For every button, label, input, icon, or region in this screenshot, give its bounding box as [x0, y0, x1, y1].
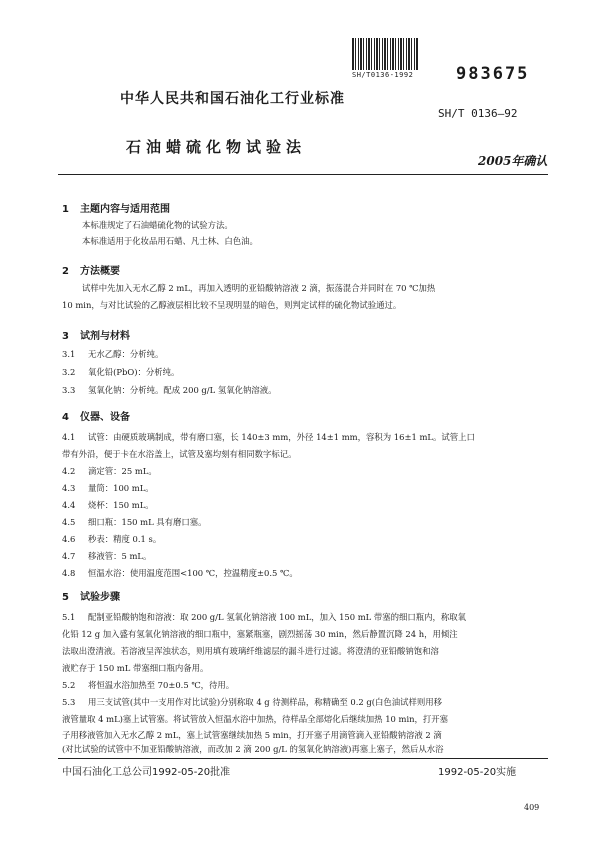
document-title: 石油蜡硫化物试验法 — [126, 138, 307, 156]
effective-date: 1992-05-20实施 — [438, 767, 517, 778]
item-number: 4.6 — [62, 534, 76, 544]
item-text: 恒温水浴：使用温度范围<100 ℃，控温精度±0.5 ℃。 — [88, 568, 298, 578]
list-item — [62, 384, 276, 396]
section-title: 仪器、设备 — [80, 412, 130, 423]
section-3-heading — [62, 327, 130, 342]
item-number: 3.3 — [62, 385, 76, 395]
item-number: 5.1 — [62, 612, 76, 622]
section-number: 5 — [62, 592, 69, 603]
item-text: 秒表：精度 0.1 s。 — [88, 534, 162, 544]
list-item — [62, 679, 234, 691]
standard-code: SH/T 0136—92 — [438, 107, 518, 120]
item-number: 4.8 — [62, 568, 76, 578]
item-text: 无水乙醇：分析纯。 — [88, 349, 164, 359]
section-number: 3 — [62, 331, 69, 342]
barcode-image — [352, 38, 418, 70]
item-text: 氧化铅(PbO)：分析纯。 — [88, 367, 180, 377]
approval-note: 中国石油化工总公司1992-05-20批准 — [62, 767, 231, 778]
item-text: 烧杯：150 mL。 — [88, 500, 154, 510]
list-item-continuation: 法取出澄清液。若溶液呈浑浊状态，则用填有玻璃纤维滤层的漏斗进行过滤。将澄清的亚铅酸钠饱和溶 — [62, 646, 439, 656]
list-item — [62, 465, 157, 477]
list-item — [62, 611, 466, 623]
barcode-text: SH/T0136-1992 — [352, 71, 414, 79]
section-1-paragraph-2: 本标准适用于化妆品用石蜡、凡士林、白色油。 — [82, 236, 258, 246]
item-number: 4.2 — [62, 466, 76, 476]
header-rule — [58, 174, 548, 175]
item-text: 试管：由硬质玻璃制成，带有磨口塞，长 140±3 mm，外径 14±1 mm，容积为 16±1 mL。试管上口 — [88, 432, 475, 442]
item-number: 3.1 — [62, 349, 76, 359]
list-item — [62, 499, 154, 511]
item-text: 量筒：100 mL。 — [88, 483, 154, 493]
list-item — [62, 550, 151, 562]
list-item-continuation: 子用移液管加入无水乙醇 2 mL，塞上试管塞继续加热 5 min，打开塞子用滴管滴入亚铅酸钠溶液 2 滴 — [62, 730, 442, 740]
list-item-continuation: 化铅 12 g 加入盛有氢氧化钠溶液的细口瓶中，塞紧瓶塞，剧烈摇荡 30 min，然后静置沉降 24 h，用倾注 — [62, 629, 458, 639]
section-1-heading — [62, 200, 170, 215]
section-5-heading — [62, 588, 120, 603]
item-text: 移液管：5 mL。 — [88, 551, 152, 561]
confirmation-note: 2005年确认 — [478, 154, 548, 168]
item-text: 用三支试管(其中一支用作对比试验)分别称取 4 g 待测样品，称精确至 0.2 g(白色油试样则用移 — [88, 697, 442, 707]
item-number: 4.4 — [62, 500, 76, 510]
section-2-heading — [62, 262, 120, 277]
document-number: 983675 — [456, 64, 530, 84]
section-number: 2 — [62, 266, 69, 277]
list-item — [62, 431, 475, 443]
list-item-continuation: 液贮存于 150 mL 带塞细口瓶内备用。 — [62, 663, 209, 673]
list-item — [62, 533, 161, 545]
list-item — [62, 482, 154, 494]
item-text: 滴定管：25 mL。 — [88, 466, 157, 476]
standard-title: 中华人民共和国石油化工行业标准 — [120, 91, 345, 107]
section-number: 4 — [62, 412, 69, 423]
section-title: 主题内容与适用范围 — [80, 204, 170, 215]
list-item — [62, 696, 442, 708]
list-item — [62, 366, 179, 378]
item-text: 氢氧化钠：分析纯。配成 200 g/L 氢氧化钠溶液。 — [88, 385, 277, 395]
item-text: 将恒温水浴加热至 70±0.5 ℃，待用。 — [88, 680, 235, 690]
item-text: 细口瓶：150 mL 具有磨口塞。 — [88, 517, 207, 527]
footer-rule — [58, 758, 548, 759]
item-number: 4.5 — [62, 517, 76, 527]
section-4-heading — [62, 408, 130, 423]
section-number: 1 — [62, 204, 69, 215]
list-item — [62, 567, 298, 579]
list-item-continuation: 液管量取 4 mL)塞上试管塞。将试管放入恒温水浴中加热，待样品全部熔化后继续加热 10 min，打开塞 — [62, 714, 449, 724]
page-number: 409 — [524, 803, 540, 812]
section-2-line-2: 10 min，与对比试验的乙醇液层相比较不呈现明显的暗色，则判定试样的硫化物试验通过。 — [62, 300, 402, 310]
list-item-continuation: 带有外沿，便于卡在水浴盖上，试管及塞均刻有相同数字标记。 — [62, 449, 297, 459]
item-number: 4.7 — [62, 551, 76, 561]
item-number: 5.2 — [62, 680, 76, 690]
item-text: 配制亚铅酸钠饱和溶液：取 200 g/L 氢氧化钠溶液 100 mL，加入 150 mL 带塞的细口瓶内，称取氧 — [88, 612, 467, 622]
section-title: 试剂与材料 — [80, 331, 130, 342]
section-title: 方法概要 — [80, 266, 120, 277]
list-item — [62, 348, 163, 360]
item-number: 5.3 — [62, 697, 76, 707]
item-number: 4.3 — [62, 483, 76, 493]
list-item-continuation: (对比试验的试管中不加亚铅酸钠溶液，而改加 2 滴 200 g/L 的氢氧化钠溶液)再塞上塞子，然后从水浴 — [62, 744, 444, 754]
item-number: 4.1 — [62, 432, 76, 442]
section-1-paragraph-1: 本标准规定了石油蜡硫化物的试验方法。 — [82, 220, 233, 230]
list-item — [62, 516, 207, 528]
section-2-line-1: 试样中先加入无水乙醇 2 mL，再加入透明的亚铅酸钠溶液 2 滴，振荡混合并同时在 70 ℃加热 — [82, 283, 436, 293]
item-number: 3.2 — [62, 367, 76, 377]
section-title: 试验步骤 — [80, 592, 120, 603]
